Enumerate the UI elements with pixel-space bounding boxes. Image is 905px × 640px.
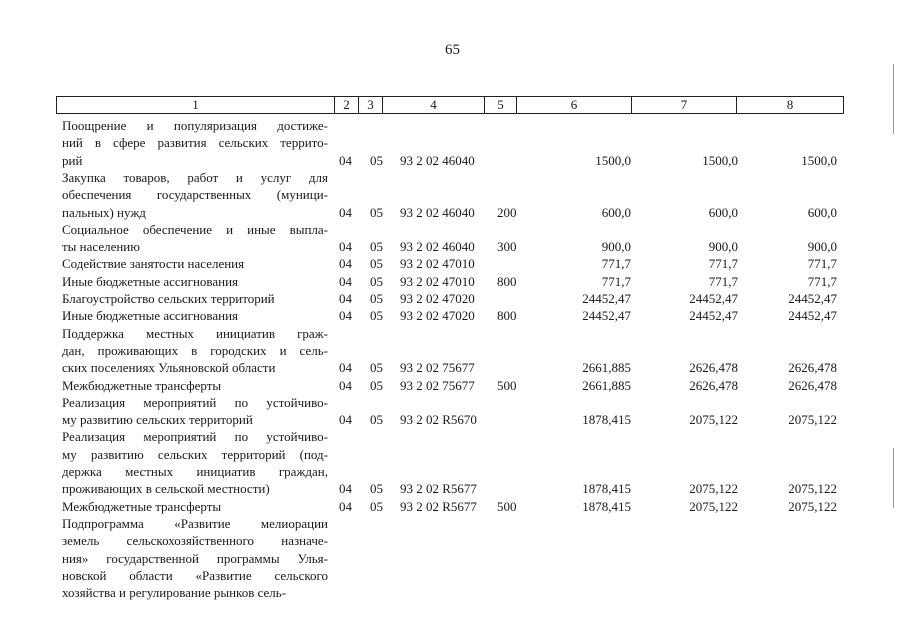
row-1-name-line: пальных) нужд: [62, 204, 146, 220]
row-3-name-line: Содействие занятости населения: [62, 256, 245, 272]
row-10-name-line: Реализация мероприятий по устойчиво-: [62, 429, 328, 445]
row-7-c6: 2661,885: [582, 360, 631, 376]
row-11-c4: 93 2 02 R5677: [400, 498, 477, 514]
row-10-name-line: проживающих в сельской местности): [62, 481, 270, 497]
row-1-c5: 200: [497, 204, 517, 220]
row-10-c7: 2075,122: [689, 481, 738, 497]
row-0-c3: 05: [370, 152, 383, 168]
row-9-c6: 1878,415: [582, 412, 631, 428]
row-4-c5: 800: [497, 273, 517, 289]
row-7-c8: 2626,478: [788, 360, 837, 376]
row-6-c5: 800: [497, 308, 517, 324]
row-7-name-line: ских поселениях Ульяновской области: [62, 360, 276, 376]
row-11-c8: 2075,122: [788, 498, 837, 514]
row-7-c3: 05: [370, 360, 383, 376]
row-0-c6: 1500,0: [595, 152, 631, 168]
row-4-c6: 771,7: [601, 273, 631, 289]
page-number: 65: [445, 42, 460, 58]
row-11-c5: 500: [497, 498, 517, 514]
row-7-name-line: Поддержка местных инициатив граж-: [62, 325, 328, 341]
row-11-c3: 05: [370, 498, 383, 514]
row-6-name-line: Иные бюджетные ассигнования: [62, 308, 239, 324]
row-3-c3: 05: [370, 256, 383, 272]
row-8-c4: 93 2 02 75677: [400, 377, 475, 393]
row-11-name-line: Межбюджетные трансферты: [62, 498, 222, 514]
scan-edge-mark: [893, 64, 894, 134]
row-9-c8: 2075,122: [788, 412, 837, 428]
row-1-c2: 04: [339, 204, 352, 220]
row-3-c8: 771,7: [807, 256, 837, 272]
row-8-c3: 05: [370, 377, 383, 393]
row-0-name-line: ний в сфере развития сельских террито-: [62, 135, 328, 151]
row-4-c3: 05: [370, 273, 383, 289]
row-11-c6: 1878,415: [582, 498, 631, 514]
row-12-name-line: новской области «Развитие сельского: [62, 567, 328, 583]
row-3-c6: 771,7: [601, 256, 631, 272]
row-6-c6: 24452,47: [582, 308, 631, 324]
row-10-c6: 1878,415: [582, 481, 631, 497]
row-1-name-line: Закупка товаров, работ и услуг для: [62, 169, 328, 185]
row-3-c2: 04: [339, 256, 352, 272]
row-3-c7: 771,7: [708, 256, 738, 272]
row-8-c2: 04: [339, 377, 352, 393]
header-col-8: 8: [786, 97, 794, 112]
row-1-c6: 600,0: [601, 204, 631, 220]
row-11-c2: 04: [339, 498, 352, 514]
header-col-7: 7: [632, 97, 737, 113]
row-4-name-line: Иные бюджетные ассигнования: [62, 273, 239, 289]
header-col-4: 4: [383, 97, 485, 113]
row-9-c7: 2075,122: [689, 412, 738, 428]
row-0-c4: 93 2 02 46040: [400, 152, 475, 168]
row-10-name-line: му развитию сельских территорий (под-: [62, 446, 328, 462]
row-8-c6: 2661,885: [582, 377, 631, 393]
row-6-c7: 24452,47: [689, 308, 738, 324]
row-5-c8: 24452,47: [788, 291, 837, 306]
row-3-c4: 93 2 02 47010: [400, 256, 475, 272]
row-12-name-line: ния» государственной программы Улья-: [62, 550, 328, 566]
row-2-c3: 05: [370, 239, 383, 255]
row-12-name-line: хозяйства и регулирование рынков сель-: [62, 585, 287, 601]
row-7-c4: 93 2 02 75677: [400, 360, 475, 376]
row-0-c2: 04: [339, 152, 352, 168]
row-9-name-line: Реализация мероприятий по устойчиво-: [62, 394, 328, 410]
row-1-c8: 600,0: [807, 204, 837, 220]
header-col-2: 2: [335, 97, 359, 113]
row-8-c5: 500: [497, 377, 517, 393]
row-6-c3: 05: [370, 308, 383, 324]
row-5-c3: 05: [370, 291, 383, 306]
row-5-c4: 93 2 02 47020: [400, 291, 475, 306]
row-8-name-line: Межбюджетные трансферты: [62, 377, 222, 393]
row-12-name-line: Подпрограмма «Развитие мелиорации: [62, 515, 328, 531]
header-col-1: 1: [57, 97, 335, 113]
row-7-c2: 04: [339, 360, 352, 376]
row-12-name-line: земель сельскохозяйственного назначе-: [62, 533, 328, 549]
row-2-c6: 900,0: [601, 239, 631, 255]
row-7-c7: 2626,478: [689, 360, 738, 376]
row-5-c6: 24452,47: [582, 291, 631, 306]
row-6-c4: 93 2 02 47020: [400, 308, 475, 324]
header-col-3: 3: [359, 97, 383, 113]
row-4-c8: 771,7: [807, 273, 837, 289]
header-col-5: 5: [485, 97, 517, 113]
row-9-c3: 05: [370, 412, 383, 428]
row-1-c3: 05: [370, 204, 383, 220]
row-8-c8: 2626,478: [788, 377, 837, 393]
row-4-c4: 93 2 02 47010: [400, 273, 475, 289]
table-header: [56, 96, 844, 114]
row-5-c2: 04: [339, 291, 352, 306]
row-10-name-line: держка местных инициатив граждан,: [62, 464, 328, 479]
row-6-c8: 24452,47: [788, 308, 837, 324]
row-6-c2: 04: [339, 308, 352, 324]
row-5-c7: 24452,47: [689, 291, 738, 306]
row-0-c8: 1500,0: [801, 152, 837, 168]
row-10-c4: 93 2 02 R5677: [400, 481, 477, 497]
row-8-c7: 2626,478: [689, 377, 738, 393]
row-9-c2: 04: [339, 412, 352, 428]
header-col-6: 6: [517, 97, 632, 113]
row-0-name-line: Поощрение и популяризация достиже-: [62, 118, 328, 133]
row-2-c5: 300: [497, 239, 517, 255]
row-0-name-line: рий: [62, 152, 83, 168]
scan-edge-mark: [893, 448, 894, 508]
row-2-name-line: ты населению: [62, 239, 140, 255]
row-2-c2: 04: [339, 239, 352, 255]
row-2-c8: 900,0: [807, 239, 837, 255]
row-1-name-line: обеспечения государственных (муници-: [62, 187, 328, 203]
row-9-c4: 93 2 02 R5670: [400, 412, 477, 428]
row-7-name-line: дан, проживающих в городских и сель-: [62, 342, 328, 358]
row-10-c8: 2075,122: [788, 481, 837, 497]
row-11-c7: 2075,122: [689, 498, 738, 514]
row-1-c7: 600,0: [708, 204, 738, 220]
row-4-c2: 04: [339, 273, 352, 289]
row-9-name-line: му развитию сельских территорий: [62, 412, 253, 428]
row-2-c4: 93 2 02 46040: [400, 239, 475, 255]
row-10-c2: 04: [339, 481, 352, 497]
row-5-name-line: Благоустройство сельских территорий: [62, 291, 275, 306]
row-0-c7: 1500,0: [702, 152, 738, 168]
row-2-name-line: Социальное обеспечение и иные выпла-: [62, 221, 328, 237]
row-2-c7: 900,0: [708, 239, 738, 255]
row-10-c3: 05: [370, 481, 383, 497]
row-4-c7: 771,7: [708, 273, 738, 289]
row-1-c4: 93 2 02 46040: [400, 204, 475, 220]
